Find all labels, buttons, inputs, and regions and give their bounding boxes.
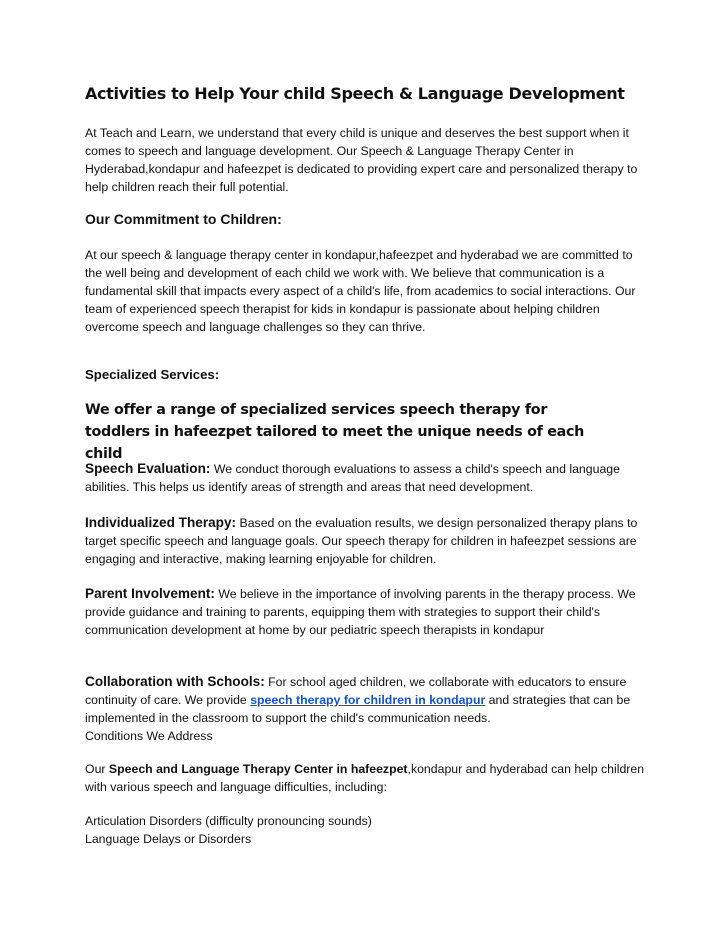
commitment-heading: Our Commitment to Children: [85, 211, 282, 227]
commitment-paragraph: At our speech & language therapy center in kondapur,hafeezpet and hyderabad we are committed to the well being and development of each child we work with. We believe that communication is a fundamental skill that impacts every aspect of a child's life, from academics to social interactions. Our team of experienced speech therapist for kids in kondapur is passionate about helping children overcome speech and language challenges so they can thrive. [85, 248, 636, 334]
service-title: Parent Involvement: [85, 586, 215, 601]
service-title: Individualized Therapy: [85, 515, 237, 530]
conditions-bold: Speech and Language Therapy Center in hafeezpet [108, 762, 408, 776]
page-title: Activities to Help Your child Speech & Language Development [85, 84, 625, 103]
services-heading: Specialized Services: [85, 367, 220, 382]
service-individualized-therapy [85, 514, 645, 568]
service-parent-involvement [85, 585, 645, 639]
conditions-suffix: ,kondapur and hyderabad can help children with various speech and language difficulties, including: [85, 762, 645, 794]
service-text: and strategies that can be implemented in the classroom to support the child's communication needs. [85, 693, 631, 725]
conditions-intro [85, 760, 645, 796]
conditions-list [85, 812, 645, 848]
services-subheading: We offer a range of specialized services speech therapy for toddlers in hafeezpet tailored to meet the unique needs of each child [85, 402, 585, 462]
service-text: We conduct thorough evaluations to assess a child's speech and language abilities. This helps us identify areas of strength and areas that need development. [85, 462, 620, 494]
service-title: Speech Evaluation: [85, 461, 211, 476]
service-title: Collaboration with Schools: [85, 674, 265, 689]
intro-paragraph: At Teach and Learn, we understand that every child is unique and deserves the best support when it comes to speech and language development. Our Speech & Language Therapy Center in Hyderabad,kondapur and hafeezpet is dedicated to providing expert care and personalized therapy to help children reach their full potential. [85, 126, 638, 194]
list-item: Articulation Disorders (difficulty pronouncing sounds) [85, 814, 372, 828]
service-text: We believe in the importance of involving parents in the therapy process. We provide guidance and training to parents, equipping them with strategies to support their child's communication development at home by our pediatric speech therapists in kondapur [85, 587, 636, 637]
speech-therapy-kondapur-link[interactable]: speech therapy for children in kondapur [250, 693, 486, 707]
conditions-prefix: Our [85, 762, 106, 776]
service-text: For school aged children, we collaborate with educators to ensure continuity of care. We provide [85, 675, 627, 707]
service-text: Based on the evaluation results, we design personalized therapy plans to target specific speech and language goals. Our speech therapy for children in hafeezpet sessions are engaging and interactive, making learning enjoyable for children. [85, 516, 638, 566]
list-item: Language Delays or Disorders [85, 832, 252, 846]
service-speech-evaluation [85, 460, 645, 496]
service-collaboration-schools [85, 673, 645, 745]
conditions-heading: Conditions We Address [85, 729, 213, 743]
